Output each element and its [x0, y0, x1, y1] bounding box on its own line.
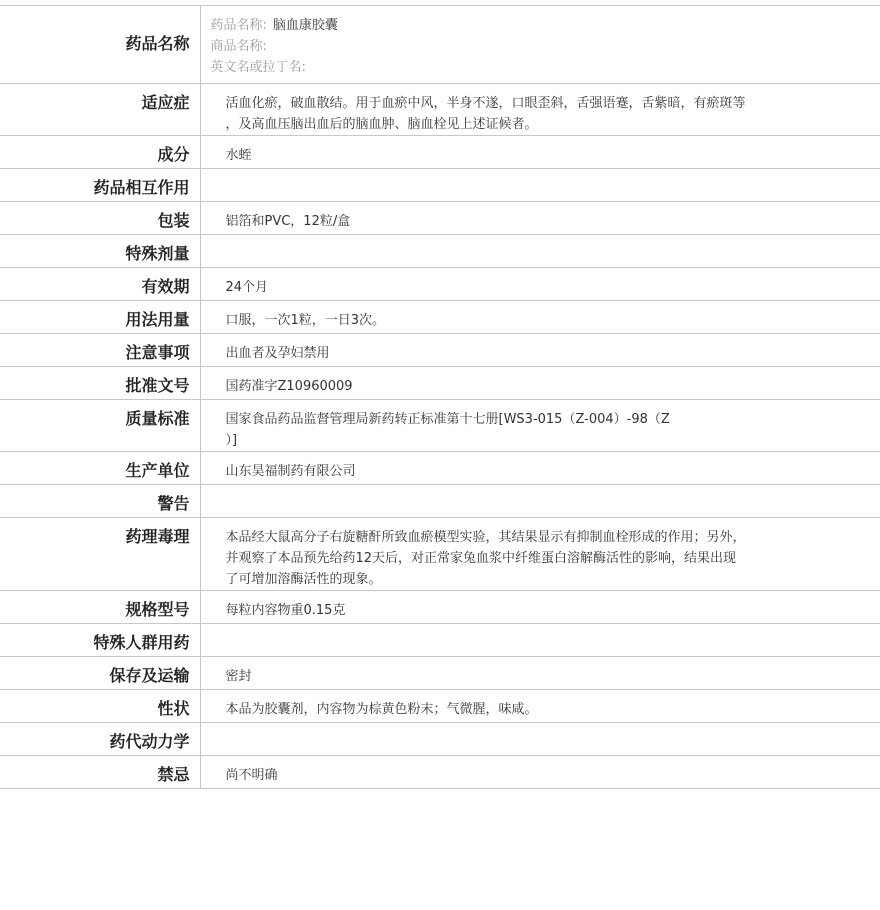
field-value: 口服，一次1粒，一日3次。 [200, 301, 880, 334]
field-value: 尚不明确 [200, 756, 880, 789]
field-value: 每粒内容物重0.15克 [200, 591, 880, 624]
field-value: 国药准字Z10960009 [200, 367, 880, 400]
spec-row-contraindications [0, 756, 880, 789]
field-value [200, 400, 880, 452]
field-label: 注意事项 [0, 334, 200, 367]
field-label: 适应症 [0, 84, 200, 136]
field-label: 质量标准 [0, 400, 200, 452]
field-value: 山东昊福制药有限公司 [200, 452, 880, 485]
field-label: 性状 [0, 690, 200, 723]
field-label: 用法用量 [0, 301, 200, 334]
drug-spec-sheet [0, 5, 880, 789]
spec-row-special-dosage [0, 235, 880, 268]
field-value [200, 723, 880, 756]
field-value: 密封 [200, 657, 880, 690]
field-label: 有效期 [0, 268, 200, 301]
spec-row-pharmacology [0, 518, 880, 591]
spec-row-approval-number [0, 367, 880, 400]
spec-row-specification [0, 591, 880, 624]
spec-row-packaging [0, 202, 880, 235]
value-line: ）] [225, 433, 238, 448]
field-value [200, 235, 880, 268]
field-value: 铝箔和PVC，12粒/盒 [200, 202, 880, 235]
field-value: 水蛭 [200, 136, 880, 169]
field-label: 保存及运输 [0, 657, 200, 690]
spec-row-precautions [0, 334, 880, 367]
value-line: 了可增加溶酶活性的现象。 [225, 572, 382, 587]
field-value [200, 84, 880, 136]
spec-row-ingredients [0, 136, 880, 169]
field-value [200, 518, 880, 591]
trade-name-label: 商品名称: [210, 39, 267, 54]
field-label: 批准文号 [0, 367, 200, 400]
field-value: 出血者及孕妇禁用 [200, 334, 880, 367]
value-line: 并观察了本品预先给药12天后，对正常家兔血浆中纤维蛋白溶解酶活性的影响，结果出现 [225, 551, 737, 566]
field-label: 特殊剂量 [0, 235, 200, 268]
field-value [200, 624, 880, 657]
field-label: 禁忌 [0, 756, 200, 789]
spec-row-drug-name [0, 6, 880, 84]
field-label: 规格型号 [0, 591, 200, 624]
field-label: 生产单位 [0, 452, 200, 485]
spec-row-special-populations [0, 624, 880, 657]
generic-name-value: 脑血康胶囊 [272, 18, 338, 33]
value-line: ，及高血压脑出血后的脑血肿、脑血栓见上述证候者。 [225, 117, 538, 132]
field-label: 警告 [0, 485, 200, 518]
spec-row-description [0, 690, 880, 723]
spec-row-manufacturer [0, 452, 880, 485]
value-line: 国家食品药品监督管理局新药转正标准第十七册[WS3-015（Z-004）-98（Z [225, 412, 670, 427]
field-value: 24个月 [200, 268, 880, 301]
drug-spec-table [0, 5, 880, 789]
spec-row-interactions [0, 169, 880, 202]
generic-name-label: 药品名称: [210, 18, 267, 33]
spec-row-warning [0, 485, 880, 518]
field-value: 本品为胶囊剂，内容物为棕黄色粉末；气微腥，味咸。 [200, 690, 880, 723]
spec-row-shelf-life [0, 268, 880, 301]
english-name-label: 英文名或拉丁名: [210, 60, 306, 75]
spec-row-quality-standard [0, 400, 880, 452]
spec-row-storage [0, 657, 880, 690]
field-value [200, 169, 880, 202]
field-value [200, 485, 880, 518]
field-label: 药代动力学 [0, 723, 200, 756]
spec-row-indications [0, 84, 880, 136]
value-line: 活血化瘀，破血散结。用于血瘀中风，半身不遂，口眼歪斜，舌强语蹇，舌紫暗，有瘀斑等 [225, 96, 746, 111]
value-line: 本品经大鼠高分子右旋糖酐所致血瘀模型实验，其结果显示有抑制血栓形成的作用；另外， [225, 530, 746, 545]
field-label: 药品相互作用 [0, 169, 200, 202]
field-value [200, 6, 880, 84]
spec-row-usage [0, 301, 880, 334]
spec-row-pharmacokinetics [0, 723, 880, 756]
field-label: 药品名称 [0, 6, 200, 84]
field-label: 特殊人群用药 [0, 624, 200, 657]
generic-name-line [211, 15, 861, 36]
field-label: 包装 [0, 202, 200, 235]
field-label: 成分 [0, 136, 200, 169]
field-label: 药理毒理 [0, 518, 200, 591]
